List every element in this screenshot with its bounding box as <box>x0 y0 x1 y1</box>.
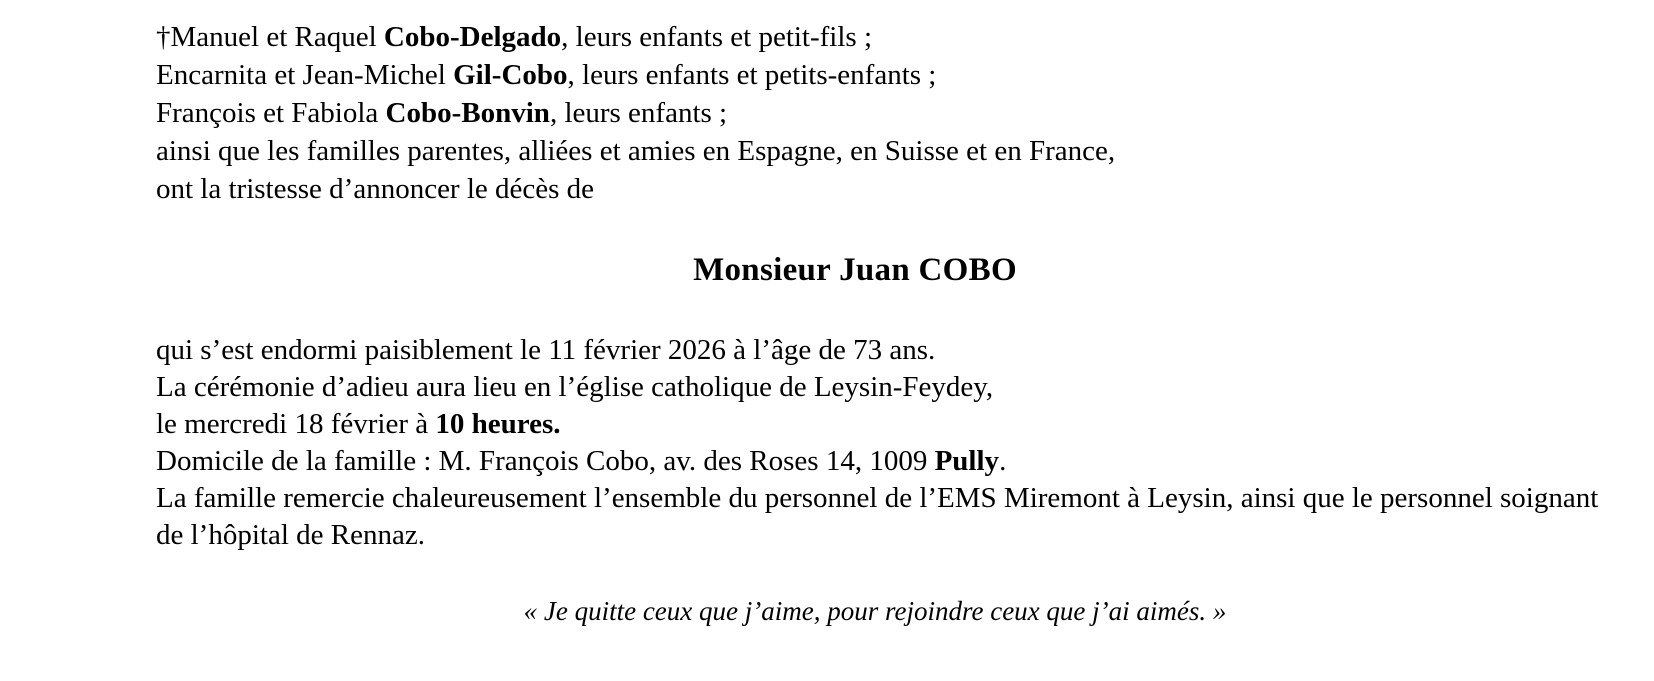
address-city: Pully <box>934 445 1000 477</box>
family-line-suffix: , leurs enfants et petits-enfants ; <box>567 59 937 91</box>
family-extra-line: ainsi que les familles parentes, alliées et amies en Espagne, en Suisse et en France, <box>156 135 1116 167</box>
address-suffix: . <box>999 445 1007 477</box>
details-block <box>0 332 1654 554</box>
ceremony-time: 10 heures. <box>435 408 561 440</box>
family-surname: Gil-Cobo <box>453 59 568 91</box>
thanks-line: La famille remercie chaleureusement l’ensemble du personnel de l’EMS Miremont à Leysin, ainsi que le personnel soignant de l’hôpital de Rennaz. <box>156 482 1599 551</box>
ceremony-time-line <box>156 406 1614 443</box>
address-prefix: Domicile de la famille : M. François Cobo, av. des Roses 14, 1009 <box>156 445 935 477</box>
ceremony-line: La cérémonie d’adieu aura lieu en l’église catholique de Leysin-Feydey, <box>156 371 994 403</box>
passing-line: qui s’est endormi paisiblement le 11 février 2026 à l’âge de 73 ans. <box>156 334 936 366</box>
family-surname: Cobo-Bonvin <box>385 97 550 129</box>
quote-block <box>0 594 1654 628</box>
deceased-name: Monsieur Juan COBO <box>693 252 1017 288</box>
ceremony-date-prefix: le mercredi 18 février à <box>156 408 436 440</box>
family-block <box>0 18 1654 208</box>
family-surname: Cobo-Delgado <box>383 21 562 53</box>
family-line-prefix: †Manuel et Raquel <box>156 21 384 53</box>
family-line <box>156 18 1614 56</box>
address-line <box>156 443 1614 480</box>
quote-text: « Je quitte ceux que j’aime, pour rejoindre ceux que j’ai aimés. » <box>523 596 1227 626</box>
announce-line: ont la tristesse d’annoncer le décès de <box>156 173 595 205</box>
deceased-block <box>0 250 1654 290</box>
family-line-suffix: , leurs enfants et petit-fils ; <box>561 21 873 53</box>
family-line <box>156 94 1614 132</box>
family-line-prefix: François et Fabiola <box>156 97 386 129</box>
family-line-suffix: , leurs enfants ; <box>549 97 728 129</box>
family-line <box>156 56 1614 94</box>
family-line-prefix: Encarnita et Jean-Michel <box>156 59 454 91</box>
